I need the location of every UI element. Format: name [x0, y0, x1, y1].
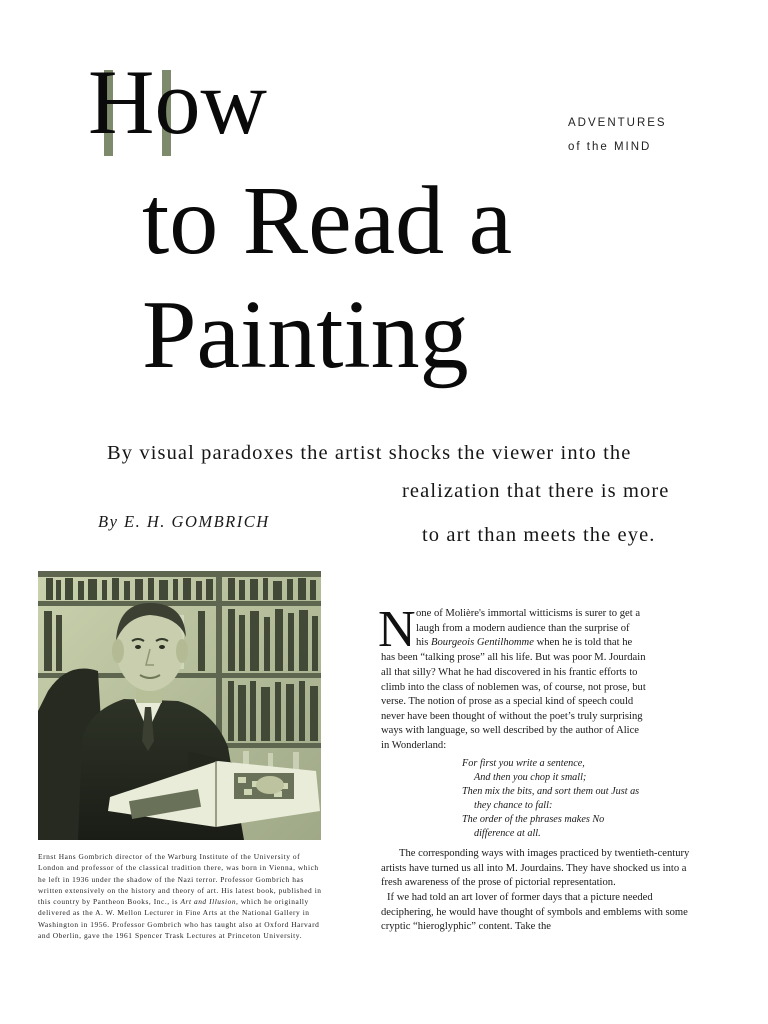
caption-line: Ernst Hans Gombrich director of the Warburg Institute of the University of — [38, 852, 301, 861]
poem-line: they chance to fall: — [474, 800, 553, 811]
poem-line: Then mix the bits, and sort them out Just as — [462, 786, 640, 797]
byline: By E. H. GOMBRICH — [98, 512, 270, 531]
article-line: If we had told an art lover of former days that a picture needed — [387, 892, 653, 903]
author-photo — [38, 571, 321, 840]
poem-line: The order of the phrases makes No — [462, 814, 605, 825]
poem-line: And then you chop it small; — [474, 772, 587, 783]
article-drop-cap: N — [378, 601, 416, 658]
title-line-2: to Read a — [142, 167, 513, 275]
article-work-title: Bourgeois Gentilhomme — [431, 637, 534, 648]
poem-line: For first you write a sentence, — [462, 758, 585, 769]
article-line: verse. The notion of prose as a special kind of speech could — [381, 696, 634, 707]
caption-line: and Oberlin, gave the 1961 Spencer Trask Lectures at Princeton University. — [38, 931, 302, 941]
title-line-3: Painting — [142, 281, 469, 389]
article-line: fresh awareness of the prose of pictorial representation. — [381, 877, 616, 888]
article-line: artists have turned us all into M. Jourdains. They have shocked us into a — [381, 863, 687, 874]
series-label-line-1: ADVENTURES — [568, 117, 667, 129]
poem-line: difference at all. — [474, 828, 541, 839]
article-line: The corresponding ways with images practiced by twentieth-century — [399, 848, 690, 859]
article-line: climb into the class of noblemen was, of course, not prose, but — [381, 682, 646, 693]
article-line: cryptic “hieroglyphic” content. Take the — [381, 921, 551, 932]
deck-line-3: to art than meets the eye. — [422, 524, 656, 546]
article-line: has been “talking prose” all his life. But was poor M. Jourdain — [381, 652, 646, 663]
caption-line: Washington in 1956. Professor Gombrich who has taught also at Oxford Harvard — [38, 919, 320, 929]
caption-line: this country by Pantheon Books, Inc., is Art and Illusion, which he originally — [38, 897, 309, 907]
article-line: deciphering, he would have thought of symbols and emblems with some — [381, 907, 688, 918]
caption-line: London and professor of the classical tradition there, was born in Vienna, which — [38, 863, 319, 873]
article-line: all that silly? What he had discovered in his frantic efforts to — [381, 667, 638, 678]
article-line: ways with language, so well described by the author of Alice — [381, 725, 640, 736]
deck-line-2: realization that there is more — [402, 480, 670, 502]
caption-line: delivered as the A. W. Mellon Lecturer in Fine Arts at the National Gallery in — [38, 908, 310, 918]
caption-book-title: Art and Illusion, — [180, 897, 239, 907]
article-line: one of Molière's immortal witticisms is surer to get a — [416, 608, 641, 619]
caption-line: written extensively on the history and theory of art. His latest book, published in — [38, 885, 322, 895]
series-label-line-2: of the MIND — [568, 141, 652, 153]
title-line-1: How — [88, 51, 267, 153]
caption-line: he left in 1936 under the shadow of the Nazi terror. Professor Gombrich has — [38, 874, 304, 884]
article-line: his Bourgeois Gentilhomme when he is told that he — [416, 637, 633, 648]
article-line: never have been thought of without the poet’s truly surprising — [381, 711, 643, 722]
article-line: in Wonderland: — [381, 740, 447, 751]
deck-line-1: By visual paradoxes the artist shocks the viewer into the — [107, 442, 632, 464]
photo-caption — [38, 851, 322, 941]
article-line: laugh from a modern audience than the surprise of — [416, 623, 630, 634]
